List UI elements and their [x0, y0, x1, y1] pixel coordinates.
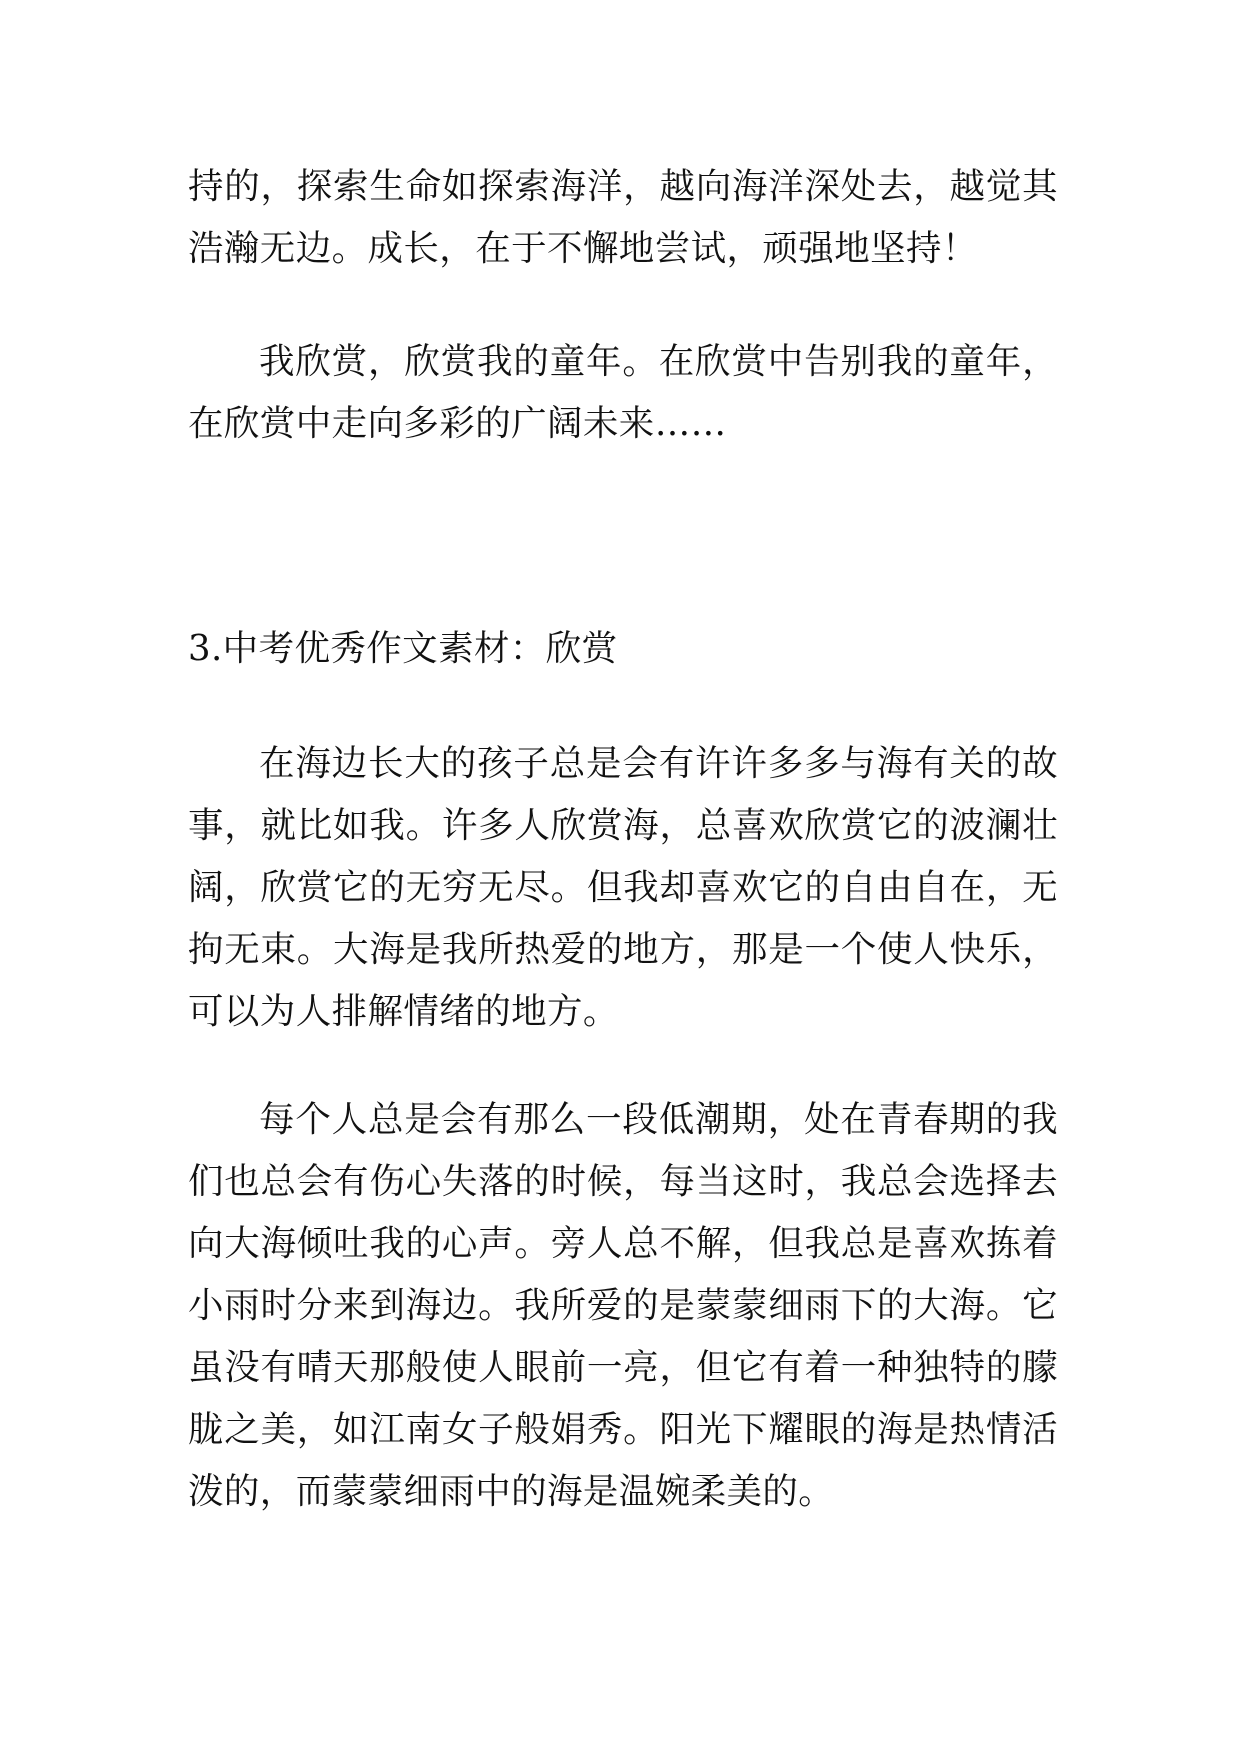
essay-paragraph-closing: 我欣赏，欣赏我的童年。在欣赏中告别我的童年，在欣赏中走向多彩的广阔未来……	[188, 341, 1058, 444]
essay-paragraph-rainy-sea: 每个人总是会有那么一段低潮期，处在青春期的我们也总会有伤心失落的时候，每当这时，我总会选择去向大海倾吐我的心声。旁人总不解，但我总是喜欢拣着小雨时分来到海边。我所爱的是蒙蒙细雨下的大海。它虽没有晴天那般使人眼前一亮，但它有着一种独特的朦胧之美，如江南女子般娟秀。阳光下耀眼的海是热情活泼的，而蒙蒙细雨中的海是温婉柔美的。	[188, 1099, 1058, 1512]
section-heading: 3.中考优秀作文素材：欣赏	[188, 628, 618, 669]
essay-paragraph-continuation: 持的，探索生命如探索海洋，越向海洋深处去，越觉其浩瀚无边。成长，在于不懈地尝试，顽强地坚持！	[188, 166, 1058, 269]
essay-paragraph-sea-intro: 在海边长大的孩子总是会有许许多多与海有关的故事，就比如我。许多人欣赏海，总喜欢欣赏它的波澜壮阔，欣赏它的无穷无尽。但我却喜欢它的自由自在，无拘无束。大海是我所热爱的地方，那是一个使人快乐，可以为人排解情绪的地方。	[188, 743, 1058, 1032]
